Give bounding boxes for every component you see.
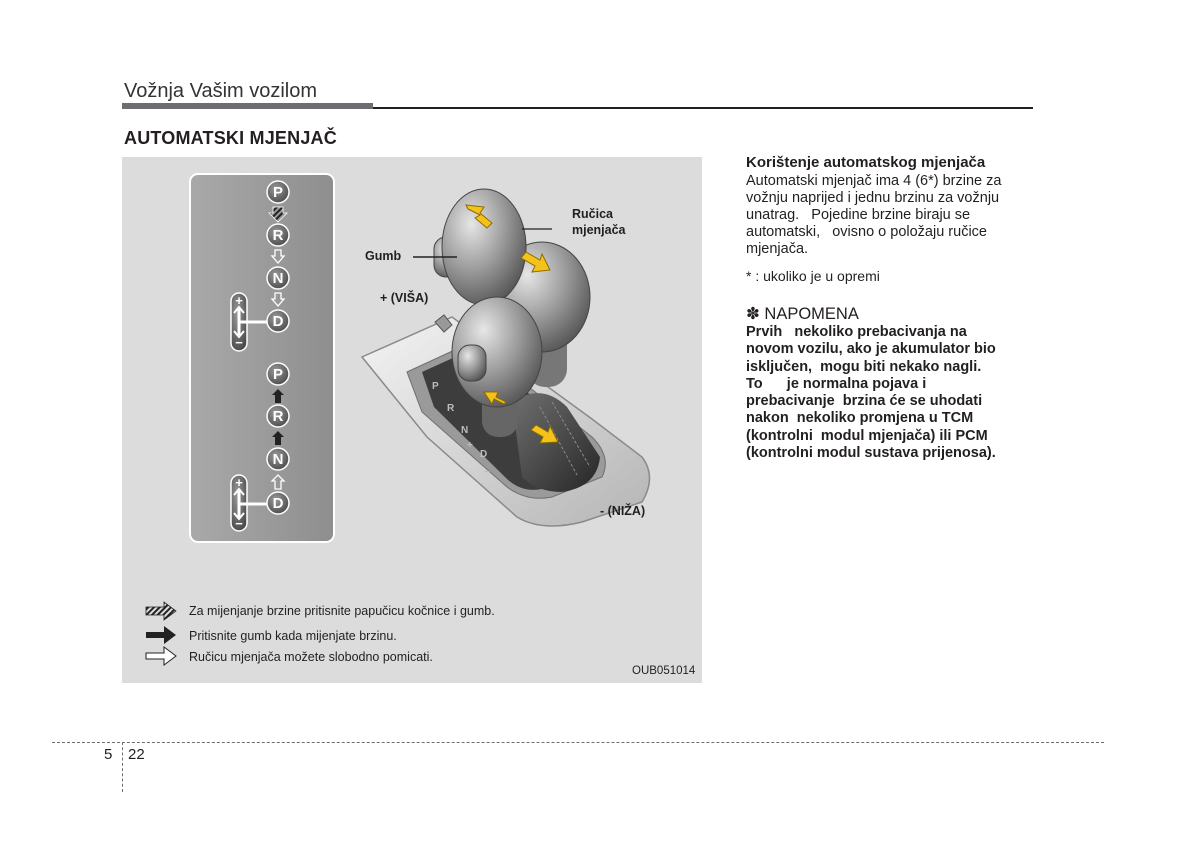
note-line: Prvih nekoliko prebacivanja na (746, 324, 967, 340)
header-rule-thick (122, 103, 373, 109)
note-title: ✽ NAPOMENA (746, 305, 859, 323)
gear-r-top: R (272, 227, 284, 244)
body-line: automatski, ovisno o položaju ručice (746, 224, 987, 240)
outline-arrow-icon (146, 647, 176, 665)
svg-text:−: − (484, 467, 490, 478)
note-paragraph (746, 324, 1046, 462)
hatched-arrow-icon (146, 602, 176, 620)
note-line: nakon nekoliko promjena u TCM (746, 410, 974, 427)
note-line: novom vozilu, ako je akumulator bio (746, 341, 996, 358)
note-line: isključen, mogu biti nekako nagli. (746, 358, 982, 375)
note-line: To je normalna pojava i (746, 375, 927, 392)
shifter-figure (122, 157, 702, 683)
gear-p-top: P (272, 184, 284, 201)
body-line: vožnju naprijed i jednu brzinu za vožnju (746, 190, 1000, 206)
gear-n-top: N (272, 270, 284, 287)
minus-sign-top: − (235, 335, 243, 350)
section-title: AUTOMATSKI MJENJAČ (124, 128, 337, 148)
gear-d-top: D (272, 313, 284, 330)
figure-code: OUB051014 (632, 665, 696, 677)
legend-item-1: Za mijenjanje brzine pritisnite papučicu kočnice i gumb. (189, 604, 495, 618)
svg-text:D: D (480, 449, 488, 460)
gear-d-bottom: D (272, 495, 284, 512)
plus-sign-top: + (235, 293, 243, 308)
right-column (746, 154, 1046, 462)
gear-n-bottom: N (272, 451, 284, 468)
note-line: prebacivanje brzina će se uhodati (746, 393, 983, 410)
header-rule-thin (373, 107, 1033, 109)
footer-rule (52, 742, 1104, 743)
label-down: - (NIŽA) (600, 504, 646, 518)
label-lever-1: Ručica (572, 207, 613, 221)
body-line: unatrag. Pojedine brzine biraju se (746, 207, 971, 223)
gear-p-bottom: P (272, 366, 284, 383)
gear-r-bottom: R (272, 408, 284, 425)
chapter-number: 5 (104, 746, 113, 763)
label-knob: Gumb (365, 249, 402, 263)
label-lever-2: mjenjača (572, 223, 626, 237)
footer-divider (122, 742, 123, 792)
shifter-drawing (362, 189, 650, 526)
plus-sign-bottom: + (235, 475, 243, 490)
subsection-title: Korištenje automatskog mjenjača (746, 154, 986, 171)
page-number: 22 (128, 746, 145, 763)
body-line: Automatski mjenjač ima 4 (6*) brzine za (746, 173, 1002, 189)
note-line: (kontrolni modul sustava prijenosa). (746, 445, 996, 462)
legend-item-3: Ručicu mjenjača možete slobodno pomicati. (189, 650, 433, 664)
note-line: (kontrolni modul mjenjača) ili PCM (746, 427, 988, 444)
svg-text:+: + (467, 440, 473, 451)
footnote: * : ukoliko je u opremi (746, 268, 880, 284)
svg-text:P: P (432, 381, 439, 392)
label-up: + (VIŠA) (380, 291, 429, 305)
body-paragraph (746, 173, 1046, 258)
svg-text:N: N (461, 425, 469, 436)
body-line: mjenjača. (746, 241, 809, 257)
minus-sign-bottom: − (235, 516, 243, 531)
legend-item-2: Pritisnite gumb kada mijenjate brzinu. (189, 629, 397, 643)
solid-arrow-icon (146, 626, 176, 644)
running-header: Vožnja Vašim vozilom (124, 80, 318, 102)
svg-text:R: R (447, 403, 455, 414)
